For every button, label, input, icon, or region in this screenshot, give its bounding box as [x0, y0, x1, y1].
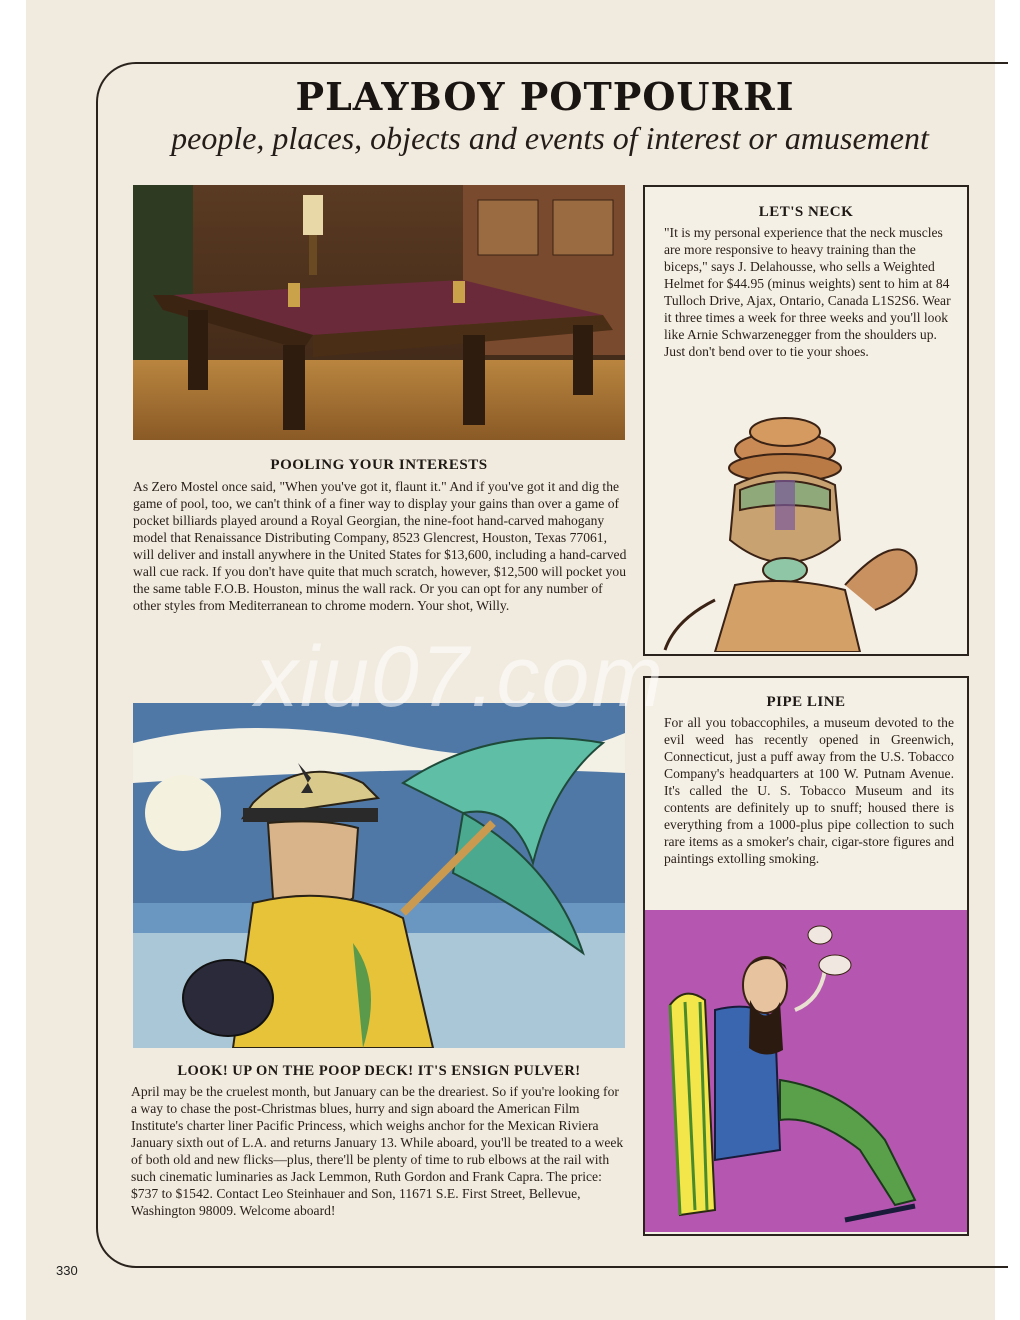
pipe-headline: PIPE LINE	[766, 694, 846, 710]
page-subtitle: people, places, objects and events of interest or amusement	[171, 120, 929, 156]
watermark-text: xiu07.com	[255, 629, 665, 725]
page-title: PLAYBOY POTPOURRI	[295, 74, 795, 119]
smoker-chair-illustration	[645, 910, 967, 1232]
pool-headline: POOLING YOUR INTERESTS	[270, 457, 488, 473]
cruise-body: April may be the cruelest month, but January can be the dreariest. So if you're looking for a way to chase the post-Christmas blues, hurry and sign aboard the American Film Institute's charter liner Pacific Princess, which weighs anchor for the Mexican Riviera January sixth out of L.A. and returns January 13. While aboard, you'll be treated to a week of both old and new flicks—plus, there'll be plenty of time to rub elbows at the rail with such cinematic luminaries as Jack Lemmon, Ruth Gordon and Frank Capra. The price: $737 to $1542. Contact Leo Steinhauer and Son, 11671 S.E. First Street, Bellevue, Washington 98009. Welcome aboard!	[131, 1084, 624, 1218]
pool-body: As Zero Mostel once said, "When you've got it, flaunt it." And if you've got it and dig the game of pool, too, we can't think of a finer way to display your gains than over a game of pocket billiards played around a Royal Georgian, the nine-foot hand-carved mahogany model that Renaissance Distributing Company, 8523 Glencrest, Houston, Texas 77061, will deliver and install anywhere in the United States for $13,600, including a hand-carved wall cue rack. If you don't have quite that much scratch, however, $12,500 will pocket you the same table F.O.B. Houston, minus the wall rack. Or you can opt for any number of other styles from Mediterranean to chrome modern. Your shot, Willy.	[133, 479, 627, 613]
helmet-man-illustration	[645, 410, 967, 652]
ensign-pulver-illustration	[133, 703, 625, 1048]
pipe-body: For all you tobaccophiles, a museum devoted to the evil weed has recently opened in Greenwich, Connecticut, just a puff away from the U.S. Tobacco Company's headquarters at 100 W. Putnam Avenue. It's called the U. S. Tobacco Museum and its contents are definitely up to snuff; housed there is everything from a 1000-plus pipe collection to such rare items as a smoker's chair, cigar-store figures and paintings extolling smoking.	[664, 715, 954, 866]
pool-table-photo	[133, 185, 625, 440]
neck-headline: LET'S NECK	[758, 204, 854, 220]
neck-body: "It is my personal experience that the neck muscles are more responsive to heavy training than the biceps," says J. Delahousse, who sells a Weighted Helmet for $44.95 (minus weights) sent to him at 84 Tulloch Drive, Ajax, Ontario, Canada L1S2S6. Wear it three times a week for three weeks and you'll look like Arnie Schwarzenegger from the shoulders up. Just don't bend over to tie your shoes.	[664, 225, 951, 359]
cruise-headline: LOOK! UP ON THE POOP DECK! IT'S ENSIGN PULVER!	[177, 1063, 581, 1079]
page-number: 330	[56, 1263, 78, 1278]
